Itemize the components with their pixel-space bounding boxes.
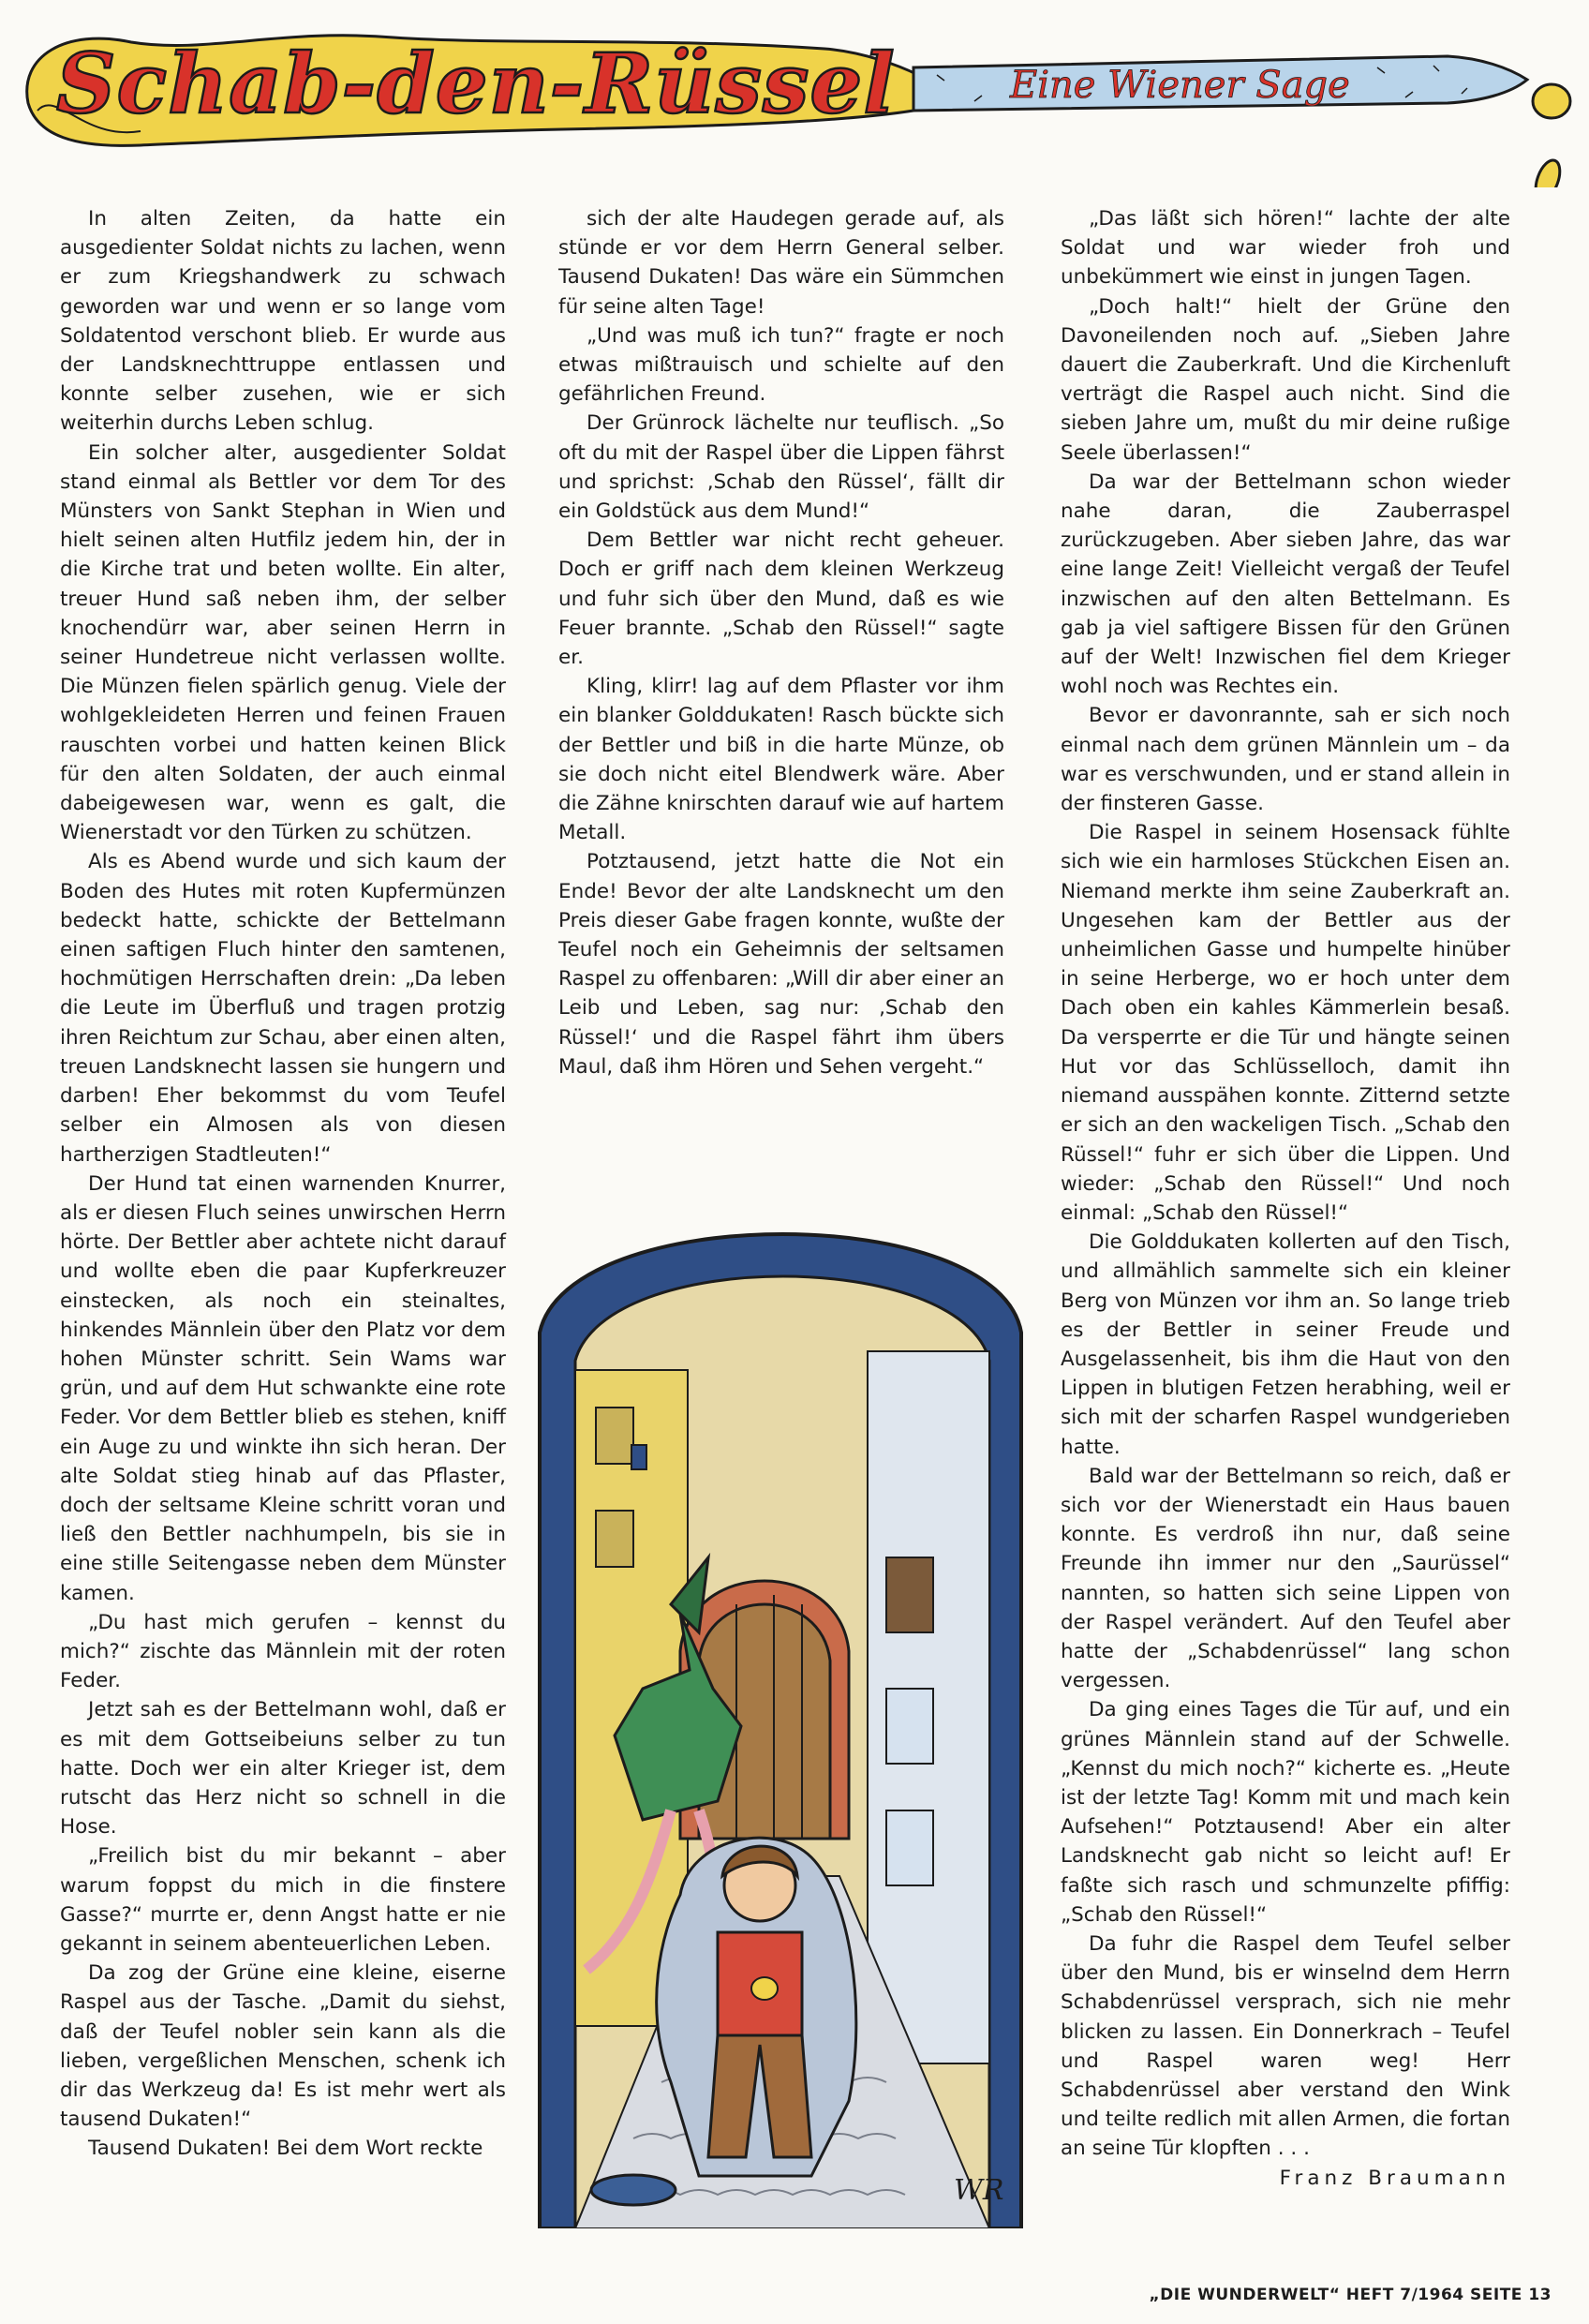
text-column-3	[1061, 204, 1510, 2193]
alley-scene-art	[530, 1164, 1031, 2228]
paragraph: Bevor er davonrannte, sah er sich noch einmal nach dem grünen Männlein um – da war es verschwunden, und er stand allein in der finsteren Gasse.	[1061, 704, 1510, 816]
paragraph: Da ging eines Tages die Tür auf, und ein grünes Männlein stand auf der Schwelle. „Kennst du mich noch?“ kicherte es. „Heute ist der letzte Tag! Komm mit und mach kein Aufsehen!“ Potztausend! Aber ein alter Landsknecht gab nicht so leicht auf! Er faßte sich rasch und schmunzelte pfiffig: „Schab den Rüssel!“	[1061, 1698, 1510, 1927]
paragraph: Jetzt sah es der Bettelmann wohl, daß er es mit dem Gottseibeiuns selber zu tun hatte. Doch wer ein alter Krieger ist, dem rutscht das Herz nicht so schnell in die Hose.	[60, 1698, 506, 1840]
paragraph	[1061, 1929, 1510, 2190]
paragraph: „Doch halt!“ hielt der Grüne den Davoneilenden noch auf. „Sieben Jahre dauert die Zauberkraft. Und die Kirchenluft verträgt die Raspel auch nicht. Sind die sieben Jahre um, mußt du mir deine rußige Seele überlassen!“	[1061, 294, 1510, 465]
paragraph: „Das läßt sich hören!“ lachte der alte Soldat und war wieder froh und unbekümmert wie einst in jungen Tagen.	[1061, 207, 1510, 290]
paragraph: Die Golddukaten kollerten auf den Tisch, und allmählich sammelte sich ein kleiner Berg von Münzen vor ihm an. So lange trieb es der Bettler in seiner Freude und Ausgelassenheit, bis ihm die Haut von den Lippen in blutigen Fetzen herabhing, weil er sich mit der scharfen Raspel wundgerieben hatte.	[1061, 1230, 1510, 1459]
paragraph: Potztausend, jetzt hatte die Not ein Ende! Bevor der alte Landsknecht um den Preis dieser Gabe fragen konnte, wußte der Teufel noch ein Geheimnis der seltsamen Raspel zu offenbaren: „Will dir aber einer an Leib und Leben, sag nur: ‚Schab den Rüssel!‘ und die Raspel fährt ihm übers Maul, daß ihm Hören und Sehen vergeht.“	[558, 850, 1004, 1079]
paragraph-text: Da fuhr die Raspel dem Teufel selber über den Mund, bis er winselnd dem Herrn Schabdenrüssel versprach, sich nie mehr blicken zu lassen. Ein Donnerkrach – Teufel und Raspel waren weg! Herr Schabdenrüssel aber verstand den Wink und teilte redlich mit allen Armen, die fortan an seine Tür klopften . . .	[1061, 1931, 1510, 2161]
paragraph: „Und was muß ich tun?“ fragte er noch etwas mißtrauisch und schielte auf den gefährlichen Freund.	[558, 323, 1004, 407]
paragraph: Kling, klirr! lag auf dem Pflaster vor ihm ein blanker Golddukaten! Rasch bückte sich der Bettler und biß in die harte Münze, ob sie doch nicht eitel Blendwerk wäre. Aber die Zähne knirschten darauf wie auf hartem Metall.	[558, 675, 1004, 845]
paragraph: sich der alte Haudegen gerade auf, als stünde er vor dem Herrn General selber. Tausend Dukaten! Das wäre ein Sümmchen für seine alten Tage!	[558, 207, 1004, 319]
paragraph: Tausend Dukaten! Bei dem Wort reckte	[88, 2137, 483, 2161]
paragraph: Da war der Bettelmann schon wieder nahe daran, die Zauberraspel zurückzugeben. Aber sieben Jahre, das war eine lange Zeit! Vielleicht vergaß der Teufel inzwischen auf den alten Bettelmann. Es gab ja viel saftigere Bissen für den Grünen auf der Welt! Inzwischen fiel dem Krieger wohl noch was Rechtes ein.	[1061, 469, 1510, 699]
page-footer: „DIE WUNDERWELT“ HEFT 7/1964 SEITE 13	[1149, 2286, 1552, 2304]
paragraph: „Freilich bist du mir bekannt – aber warum foppst du mich in die finstere Gasse?“ murrte er, denn Angst hatte er nie gekannt in seinem abenteuerlichen Leben.	[60, 1844, 506, 1956]
paragraph: Bald war der Bettelmann so reich, daß er sich vor der Wienerstadt ein Haus bauen konnte. Es verdroß ihn nur, daß seine Freunde ihn immer nur den „Saurüssel“ nannten, so hatten sich seine Lippen von der Raspel verändert. Auf den Teufel aber hatte der „Schabdenrüssel“ lang schon vergessen.	[1061, 1464, 1510, 1693]
title-text: Schab-den-Rüssel	[56, 35, 896, 132]
title-banner	[0, 0, 1589, 187]
paragraph: Dem Bettler war nicht recht geheuer. Doch er griff nach dem kleinen Werkzeug und fuhr sich über den Mund, daß es wie Feuer brannte. „Schab den Rüssel!“ sagte er.	[558, 529, 1004, 670]
paragraph: In alten Zeiten, da hatte ein ausgedienter Soldat nichts zu lachen, wenn er zum Kriegshandwerk zu schwach geworden war und wenn er so lange vom Soldatentod verschont blieb. Er wurde aus der Landsknechttruppe entlassen und konnte selber zusehen, wie er sich weiterhin durchs Leben schlug.	[60, 207, 506, 436]
text-column-2	[558, 204, 1004, 1081]
paragraph: Die Raspel in seinem Hosensack fühlte sich wie ein harmloses Stückchen Eisen an. Niemand merkte ihm seine Zauberkraft an. Ungesehen kam der Bettler aus der unheimlichen Gasse und humpelte hinüber in seine Herberge, wo er hoch unter dem Dach oben ein kahles Kämmerlein besaß. Da versperrte er die Tür und hängte seinen Hut vor das Schlüsselloch, damit ihn niemand ausspähen konnte. Zitternd setzte er sich an den wackeligen Tisch. „Schab den Rüssel!“ fuhr er sich über die Lippen. Und wieder: „Schab den Rüssel!“ Und noch einmal: „Schab den Rüssel!“	[1061, 821, 1510, 1225]
paragraph: „Du hast mich gerufen – kennst du mich?“ zischte das Männlein mit der roten Feder.	[60, 1610, 506, 1693]
text-column-1	[60, 204, 506, 2164]
title-banner-art	[0, 0, 1589, 187]
paragraph: Ein solcher alter, ausgedienter Soldat stand einmal als Bettler vor dem Tor des Münsters von Sankt Stephan in Wien und hielt seinen alten Hutfilz jedem hin, der in die Kirche trat und beten wollte. Ein alter, treuer Hund saß neben ihm, der selber knochendürr war, aber seinen Herrn in seiner Hundetreue nicht verlassen wollte. Die Münzen fielen spärlich genug. Viele der wohlgekleideten Herren und feinen Frauen rauschten vorbei und hatten keinen Blick für den alten Soldaten, der auch einmal dabeigewesen war, wenn es galt, die Wienerstadt vor den Türken zu schützen.	[60, 440, 506, 845]
paragraph: Der Grünrock lächelte nur teuflisch. „So oft du mit der Raspel über die Lippen fährst und sprichst: ‚Schab den Rüssel‘, fällt dir ein Goldstück aus dem Mund!“	[558, 411, 1004, 524]
paragraph: Der Hund tat einen warnenden Knurrer, als er diesen Fluch seines unwirschen Herrn hörte. Der Bettler aber achtete nicht darauf und wollte eben die paar Kupferkreuzer einstecken, als noch ein steinaltes, hinkendes Männlein über den Platz vor dem hohen Münster schritt. Sein Wams war grün, und auf dem Hut schwankte eine rote Feder. Vor dem Bettler blieb es stehen, kniff ein Auge zu und winkte ihn sich heran. Der alte Soldat stieg hinab auf das Pflaster, doch der seltsame Kleine schritt voran und ließ den Bettler nachhumpeln, bis sie in eine stille Seitengasse neben dem Münster kamen.	[60, 1171, 506, 1605]
paragraph: Als es Abend wurde und sich kaum der Boden des Hutes mit roten Kupfermünzen bedeckt hatte, schickte der Bettelmann einen saftigen Fluch hinter den samtenen, hochmütigen Herrschaften drein: „Da leben die Leute im Überfluß und tragen protzig ihren Reichtum zur Schau, aber einen alten, treuen Landsknecht lassen sie hungern und darben! Eher bekommst du vom Teufel selber ein Almosen als von diesen hartherzigen Stadtleuten!“	[60, 850, 506, 1167]
story-illustration	[530, 1164, 1031, 2228]
artist-signature: WR	[954, 2174, 1004, 2207]
paragraph: Da zog der Grüne eine kleine, eiserne Raspel aus der Tasche. „Damit du siehst, daß der Teufel nobler sein kann als die lieben, vergeßlichen Menschen, schenk ich dir das Werkzeug da! Es ist mehr wert als tausend Dukaten!“	[60, 1961, 506, 2132]
subtitle-text: Eine Wiener Sage	[1010, 64, 1350, 107]
author-name: Franz Braumann	[1279, 2166, 1510, 2190]
